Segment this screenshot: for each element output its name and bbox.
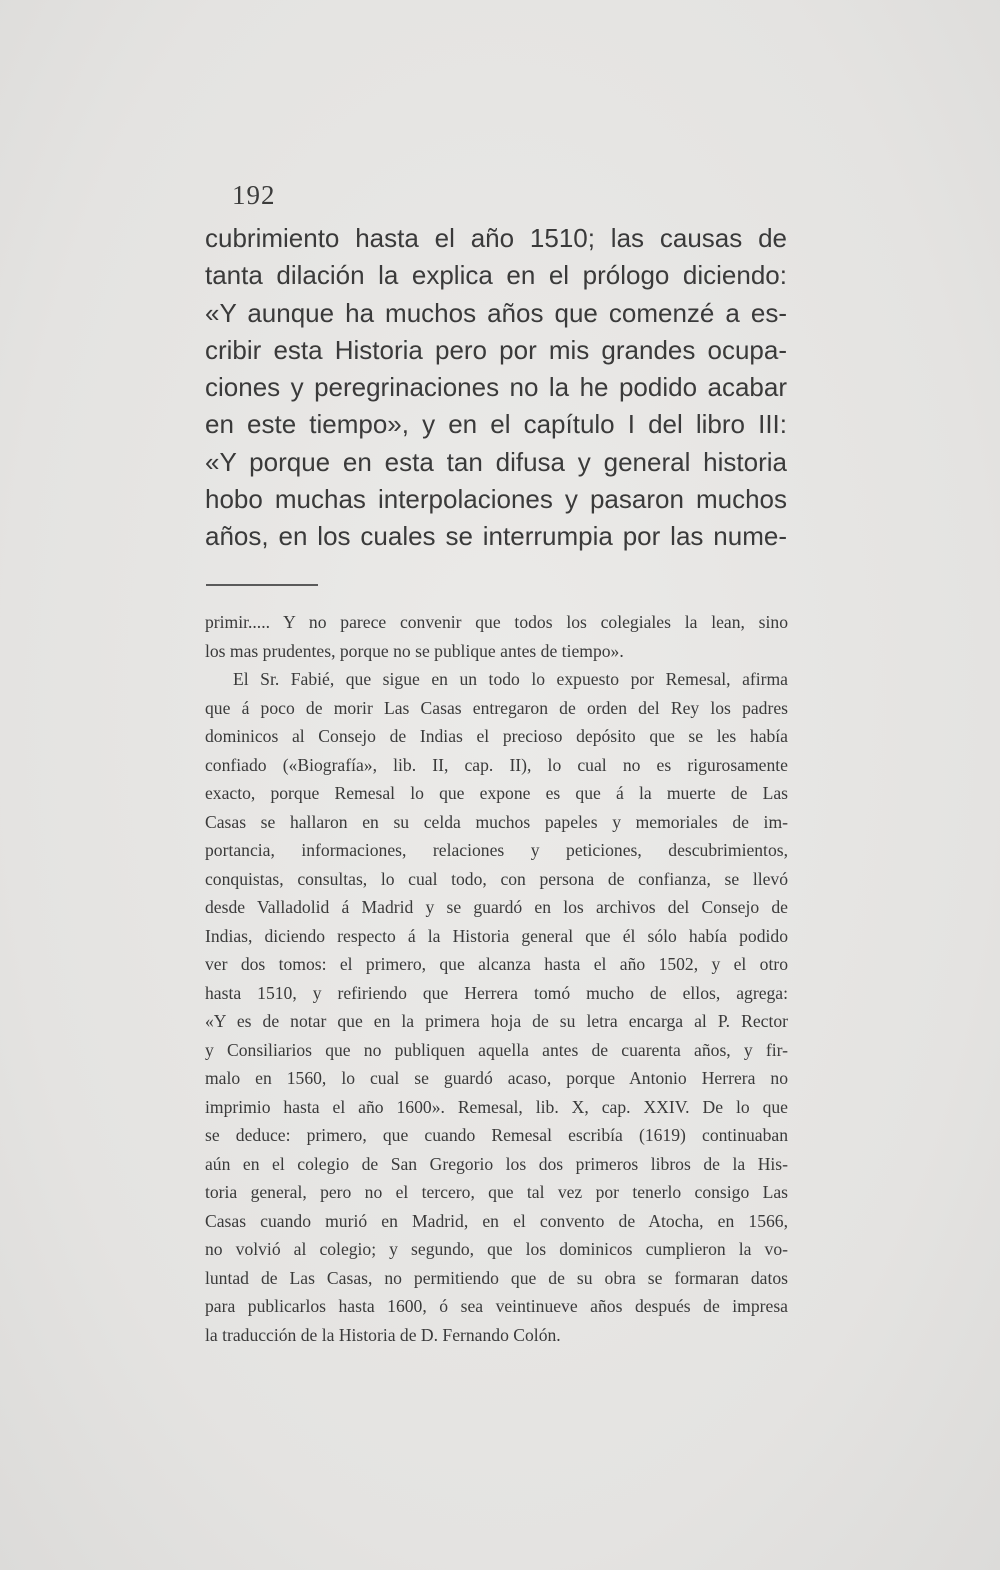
main-line: tanta dilación la explica en el prólogo diciendo: bbox=[205, 260, 787, 291]
note-line: conquistas, consultas, lo cual todo, con persona de confianza, se llevó bbox=[205, 868, 788, 889]
note-line: luntad de Las Casas, no permitiendo que de su obra se formaran datos bbox=[205, 1267, 788, 1288]
main-line: «Y aunque ha muchos años que comenzé a es- bbox=[205, 297, 787, 328]
main-line: años, en los cuales se interrumpia por las nume- bbox=[205, 521, 787, 552]
page-number: 192 bbox=[232, 180, 276, 210]
note-line: imprimio hasta el año 1600». Remesal, lib. X, cap. XXIV. De lo que bbox=[205, 1096, 788, 1117]
note-line: dominicos al Consejo de Indias el precioso depósito que se les había bbox=[205, 726, 788, 746]
note-line: toria general, pero no el tercero, que tal vez por tenerlo consigo Las bbox=[205, 1182, 788, 1202]
note-line: Casas cuando murió en Madrid, en el convento de Atocha, en 1566, bbox=[205, 1210, 788, 1231]
note-line: primir..... Y no parece convenir que todos los colegiales la lean, sino bbox=[205, 612, 788, 632]
main-line: ciones y peregrinaciones no la he podido acabar bbox=[205, 372, 787, 403]
note-line: aún en el colegio de San Gregorio los dos primeros libros de la His- bbox=[205, 1153, 788, 1174]
note-line: ver dos tomos: el primero, que alcanza hasta el año 1502, y el otro bbox=[205, 954, 788, 974]
note-line: Indias, diciendo respecto á la Historia general que él sólo había podido bbox=[205, 925, 788, 946]
footnote-divider bbox=[206, 584, 318, 586]
note-line: malo en 1560, lo cual se guardó acaso, porque Antonio Herrera no bbox=[205, 1068, 788, 1088]
note-line: portancia, informaciones, relaciones y peticiones, descubrimientos, bbox=[205, 840, 788, 860]
note-line: confiado («Biografía», lib. II, cap. II), lo cual no es rigurosamente bbox=[205, 754, 788, 775]
note-line: exacto, porque Remesal lo que expone es que á la muerte de Las bbox=[205, 783, 788, 803]
main-line: en este tiempo», y en el capítulo I del libro III: bbox=[205, 409, 787, 440]
note-line: hasta 1510, y refiriendo que Herrera tomó mucho de ellos, agrega: bbox=[205, 982, 788, 1003]
note-line: El Sr. Fabié, que sigue en un todo lo expuesto por Remesal, afirma bbox=[233, 669, 788, 689]
note-line: desde Valladolid á Madrid y se guardó en los archivos del Consejo de bbox=[205, 897, 788, 917]
main-line: cribir esta Historia pero por mis grandes ocupa- bbox=[205, 334, 787, 365]
note-line: para publicarlos hasta 1600, ó sea veintinueve años después de impresa bbox=[205, 1296, 788, 1316]
footnote-text bbox=[205, 608, 788, 1349]
main-line: hobo muchas interpolaciones y pasaron muchos bbox=[205, 484, 787, 515]
note-line: «Y es de notar que en la primera hoja de su letra encarga al P. Rector bbox=[205, 1011, 788, 1031]
note-line: Casas se hallaron en su celda muchos papeles y memoriales de im- bbox=[205, 811, 788, 832]
main-line: «Y porque en esta tan difusa y general historia bbox=[205, 446, 787, 477]
note-line: no volvió al colegio; y segundo, que los dominicos cumplieron la vo- bbox=[205, 1239, 788, 1259]
note-line: la traducción de la Historia de D. Fernando Colón. bbox=[205, 1324, 561, 1345]
note-line: se deduce: primero, que cuando Remesal escribía (1619) continuaban bbox=[205, 1125, 788, 1145]
note-line: los mas prudentes, porque no se publique antes de tiempo». bbox=[205, 640, 624, 661]
note-line: y Consiliarios que no publiquen aquella antes de cuarenta años, y fir- bbox=[205, 1039, 788, 1060]
note-line: que á poco de morir Las Casas entregaron de orden del Rey los padres bbox=[205, 697, 788, 718]
main-text bbox=[205, 220, 787, 556]
main-line: cubrimiento hasta el año 1510; las causas de bbox=[205, 223, 787, 253]
